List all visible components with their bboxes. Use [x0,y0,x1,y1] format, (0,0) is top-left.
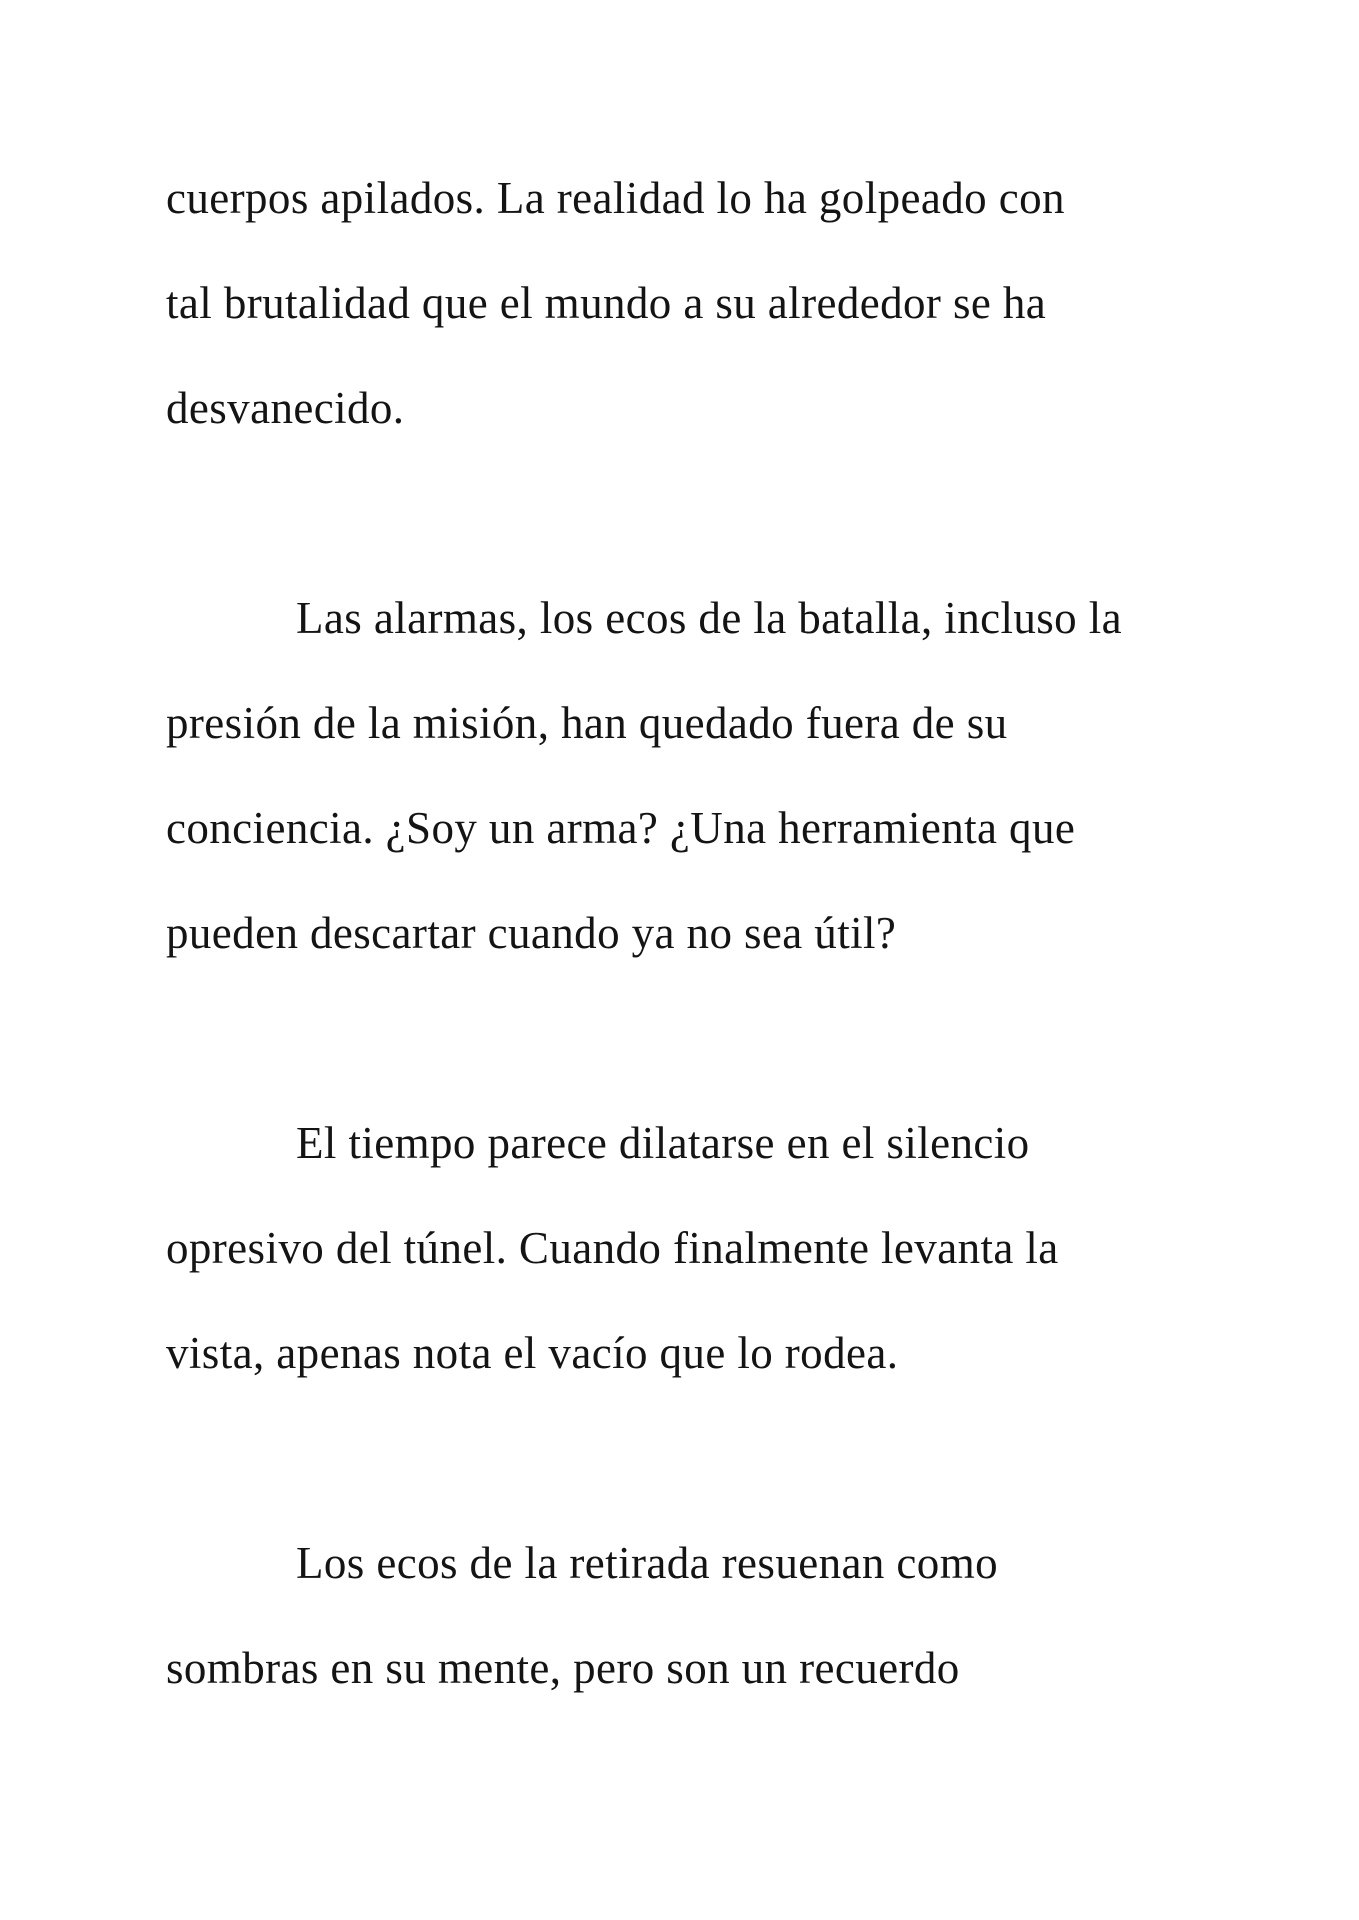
paragraph-line: pueden descartar cuando ya no sea útil? [166,908,897,958]
paragraph-line: presión de la misión, han quedado fuera de su [166,698,1008,748]
paragraph-line: conciencia. ¿Soy un arma? ¿Una herramienta que [166,803,1076,853]
paragraph-line: vista, apenas nota el vacío que lo rodea. [166,1328,899,1378]
paragraph-line: tal brutalidad que el mundo a su alrededor se ha [166,278,1047,328]
paragraph-first-line: El tiempo parece dilatarse en el silencio [296,1118,1030,1168]
paragraph-line: sombras en su mente, pero son un recuerdo [166,1643,960,1693]
paragraph-line: cuerpos apilados. La realidad lo ha golpeado con [166,173,1065,223]
paragraph-line: desvanecido. [166,383,405,433]
paragraph-first-line: Las alarmas, los ecos de la batalla, incluso la [296,593,1123,643]
paragraph-line: opresivo del túnel. Cuando finalmente levanta la [166,1223,1059,1273]
paragraph-first-line: Los ecos de la retirada resuenan como [296,1538,998,1588]
